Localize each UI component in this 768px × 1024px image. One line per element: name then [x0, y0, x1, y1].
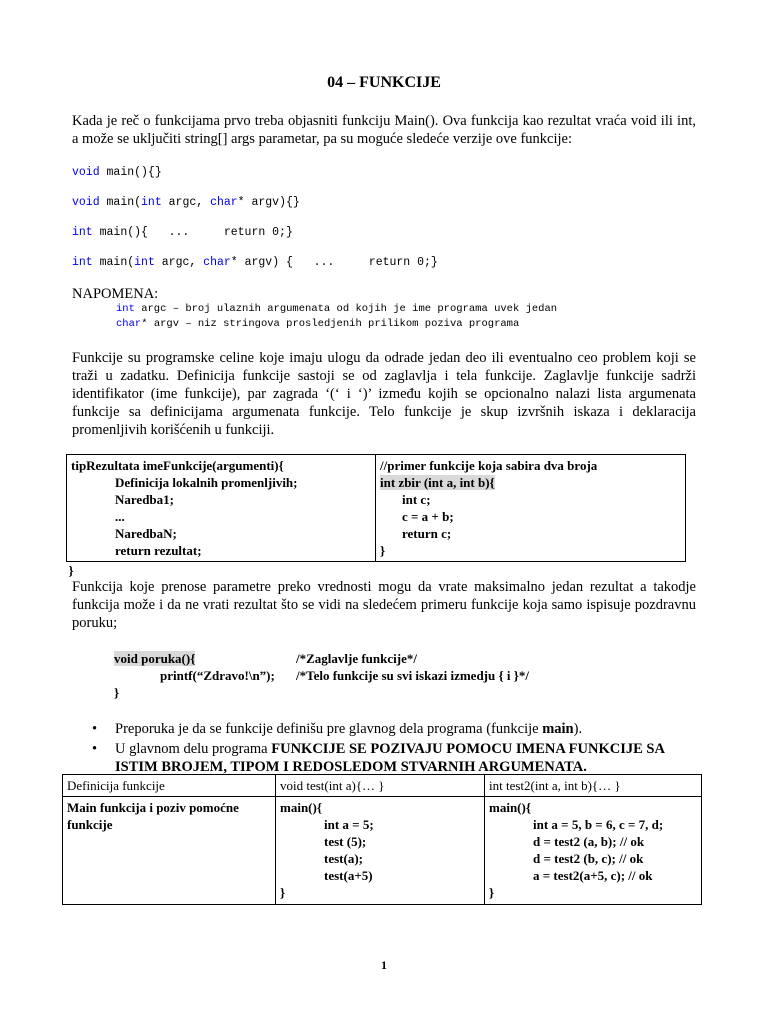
napomena-label: NAPOMENA: — [72, 286, 159, 302]
code-line: } — [380, 543, 386, 558]
code-line: test(a+5) — [324, 868, 373, 883]
bullet-marker: • — [92, 721, 98, 737]
poruka-comment-2: /*Telo funkcije su svi iskazi izmedju { i }*/ — [296, 668, 529, 683]
main-version-2 — [72, 196, 300, 209]
code-line: a = test2(a+5, c); // ok — [533, 868, 653, 883]
poruka-close-line: } — [114, 685, 120, 700]
bullet-1-text — [115, 720, 705, 738]
code-line: } — [489, 885, 495, 900]
bullet-text: U glavnom delu programa — [115, 741, 272, 757]
code-line-highlighted: int zbir (int a, int b){ — [380, 475, 495, 490]
code-line: d = test2 (b, c); // ok — [533, 851, 644, 866]
code-line: tipRezultata imeFunkcije(argumenti){ — [71, 458, 284, 473]
functions-paragraph: Funkcije su programske celine koje imaju ulogu da odrade jedan deo ili eventualno ceo problem koji se traži u zadatku. Definicija funkcije sastoji se od zaglavlja i tela funkcije. Zaglavlje funkcije sadrži identifikator (ime funkcije), par zagrada ‘(‘ i ‘)’ između kojih se opcionalno nalazi lista argumenata funkcije sa definicijama argumenata funkcije. Telo funkcije je skup izvršnih iskaza i deklaracija promenljivih korišćenih u funkciji. — [72, 350, 696, 438]
main-version-1 — [72, 166, 162, 179]
code-line: main(){ — [280, 800, 322, 815]
code-line: test(a); — [324, 851, 363, 866]
header-definicija: Definicija funkcije — [63, 775, 276, 797]
code-line: NaredbaN; — [115, 526, 177, 541]
function-call-table — [62, 774, 702, 905]
code-line: Naredba1; — [115, 492, 174, 507]
keyword: char — [203, 256, 231, 269]
code-line: main(){ — [489, 800, 531, 815]
generic-definition-cell — [67, 455, 376, 562]
code-text: * argv){} — [237, 196, 300, 209]
table-closing-brace — [67, 562, 686, 580]
code-line-highlighted: void poruka(){ — [114, 651, 196, 666]
code-line: Definicija lokalnih promenljivih; — [115, 475, 298, 490]
header-test: void test(int a){… } — [276, 775, 485, 797]
code-line: ... — [115, 509, 125, 524]
function-definition-table — [66, 454, 686, 579]
example-definition-cell — [376, 455, 686, 562]
bullet-text: Preporuka je da se funkcije definišu pre glavnog dela programa (funkcije — [115, 721, 543, 737]
keyword: void — [72, 196, 100, 209]
poruka-header-line — [114, 650, 195, 667]
bullet-bold-text: FUNKCIJE SE POZIVAJU POMOCU IMENA FUNKCIJE SA ISTIM BROJEM, TIPOM I REDOSLEDOM STVARNIH ARGUMENATA — [115, 741, 665, 775]
code-text: main( — [92, 256, 135, 269]
bullet-marker: • — [92, 741, 98, 757]
code-text: main(){} — [99, 166, 162, 179]
bullet-2-text — [115, 740, 705, 776]
code-line: c = a + b; — [402, 509, 454, 524]
napomena-line-1 — [116, 303, 557, 315]
value-parameters-paragraph: Funkcija koje prenose parametre preko vrednosti mogu da vrate maksimalno jedan rezultat a takodje funkcija može i da ne vrati rezultat što se vidi na sledećem primeru funkcije koja samo ispisuje pozdravnu poruku; — [72, 579, 696, 631]
keyword: void — [72, 166, 100, 179]
code-text: * argv – niz stringova prosledjenih prilikom poziva programa — [141, 318, 520, 330]
header-test2: int test2(int a, int b){… } — [485, 775, 702, 797]
code-text: main(){ ... return 0;} — [92, 226, 293, 239]
code-line: test (5); — [324, 834, 367, 849]
page-title: 04 – FUNKCIJE — [327, 74, 441, 91]
bullet-bold-text: main — [542, 721, 574, 737]
keyword: int — [116, 303, 135, 315]
page-number: 1 — [381, 958, 387, 972]
keyword: int — [72, 226, 93, 239]
keyword: int — [134, 256, 155, 269]
intro-paragraph: Kada je reč o funkcijama prvo treba objasniti funkciju Main(). Ova funkcija kao rezultat vraća void ili int, a može se uključiti string[] args parametar, pa su moguće sledeće verzije ove funkcije: — [72, 113, 696, 147]
keyword: char — [116, 318, 142, 330]
main-version-4 — [72, 256, 438, 269]
code-line: d = test2 (a, b); // ok — [533, 834, 645, 849]
main-version-3 — [72, 226, 293, 239]
code-text: main( — [99, 196, 142, 209]
code-line: int a = 5, b = 6, c = 7, d; — [533, 817, 664, 832]
row-label-main-call: Main funkcija i poziv pomoćne funkcije — [63, 797, 276, 905]
code-line: } — [68, 563, 74, 578]
bullet-bold-text: . — [583, 759, 587, 775]
code-comment: //primer funkcije koja sabira dva broja — [380, 458, 598, 473]
code-text: argc, — [161, 196, 211, 209]
code-line: } — [280, 885, 286, 900]
keyword: char — [210, 196, 238, 209]
poruka-comment-1: /*Zaglavlje funkcije*/ — [296, 651, 417, 666]
test-call-cell — [276, 797, 485, 905]
poruka-body-line: printf(“Zdravo!\n”); — [160, 668, 275, 683]
bullet-text: ). — [573, 721, 583, 737]
napomena-line-2 — [116, 318, 519, 330]
code-line: int a = 5; — [324, 817, 374, 832]
keyword: int — [141, 196, 162, 209]
code-text: argc – broj ulaznih argumenata od kojih je ime programa uvek jedan — [134, 303, 558, 315]
test2-call-cell — [485, 797, 702, 905]
code-text: argc, — [154, 256, 204, 269]
code-line: return c; — [402, 526, 452, 541]
code-line: int c; — [402, 492, 431, 507]
code-text: * argv) { ... return 0;} — [230, 256, 438, 269]
code-line: return rezultat; — [115, 543, 202, 558]
keyword: int — [72, 256, 93, 269]
